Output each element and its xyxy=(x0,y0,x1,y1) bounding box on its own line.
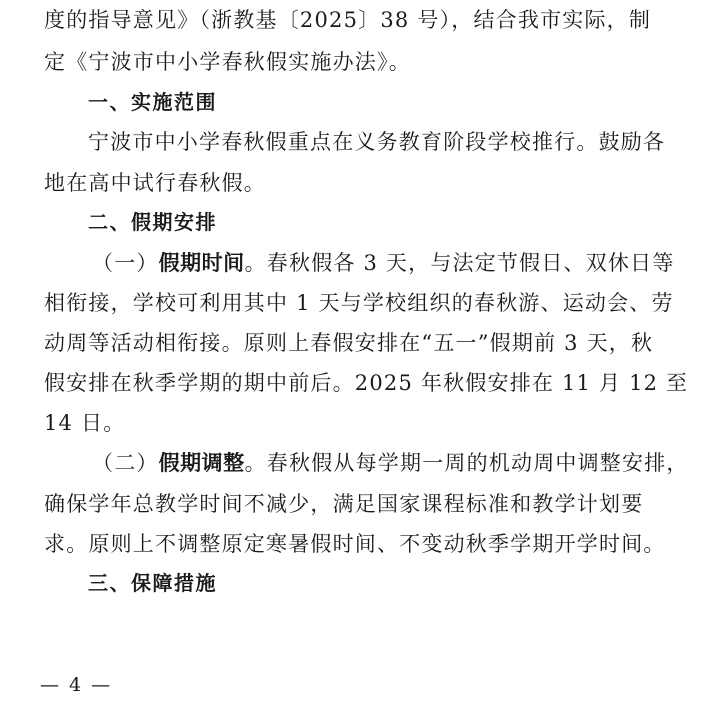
body-text-line-7: 动周等活动相衔接。原则上春假安排在“五一”假期前 3 天，秋 xyxy=(44,331,654,355)
body-text-line-8: 假安排在秋季学期的期中前后。2025 年秋假安排在 11 月 12 至 xyxy=(44,371,689,395)
body-text-line-5 xyxy=(92,251,675,275)
subsection-number-1: （一） xyxy=(92,251,159,275)
body-text-line-4: 地在高中试行春秋假。 xyxy=(44,171,266,195)
subsection-text-time: 。春秋假各 3 天，与法定节假日、双休日等 xyxy=(244,251,675,275)
body-text-line-2: 定《宁波市中小学春秋假实施办法》。 xyxy=(44,50,411,74)
body-text-line-11: 确保学年总教学时间不减少，满足国家课程标准和教学计划要 xyxy=(44,492,644,516)
section-heading-schedule: 二、假期安排 xyxy=(88,210,217,234)
subsection-title-time: 假期时间 xyxy=(158,251,245,275)
subsection-title-adjust: 假期调整 xyxy=(158,451,245,475)
body-text-line-9: 14 日。 xyxy=(44,411,126,435)
subsection-text-adjust: 。春秋假从每学期一周的机动周中调整安排， xyxy=(244,451,689,475)
section-heading-scope: 一、实施范围 xyxy=(88,90,217,114)
section-heading-safeguards: 三、保障措施 xyxy=(88,571,217,595)
body-text-line-10 xyxy=(92,451,689,475)
body-text-line-3: 宁波市中小学春秋假重点在义务教育阶段学校推行。鼓励各 xyxy=(88,130,666,154)
body-text-line-12: 求。原则上不调整原定寒暑假时间、不变动秋季学期开学时间。 xyxy=(44,532,666,556)
body-text-line-1: 度的指导意见》（浙教基〔2025〕38 号），结合我市实际，制 xyxy=(44,8,652,32)
subsection-number-2: （二） xyxy=(92,451,159,475)
page-number: — 4 — xyxy=(40,674,113,696)
body-text-line-6: 相衔接，学校可利用其中 1 天与学校组织的春秋游、运动会、劳 xyxy=(44,291,674,315)
